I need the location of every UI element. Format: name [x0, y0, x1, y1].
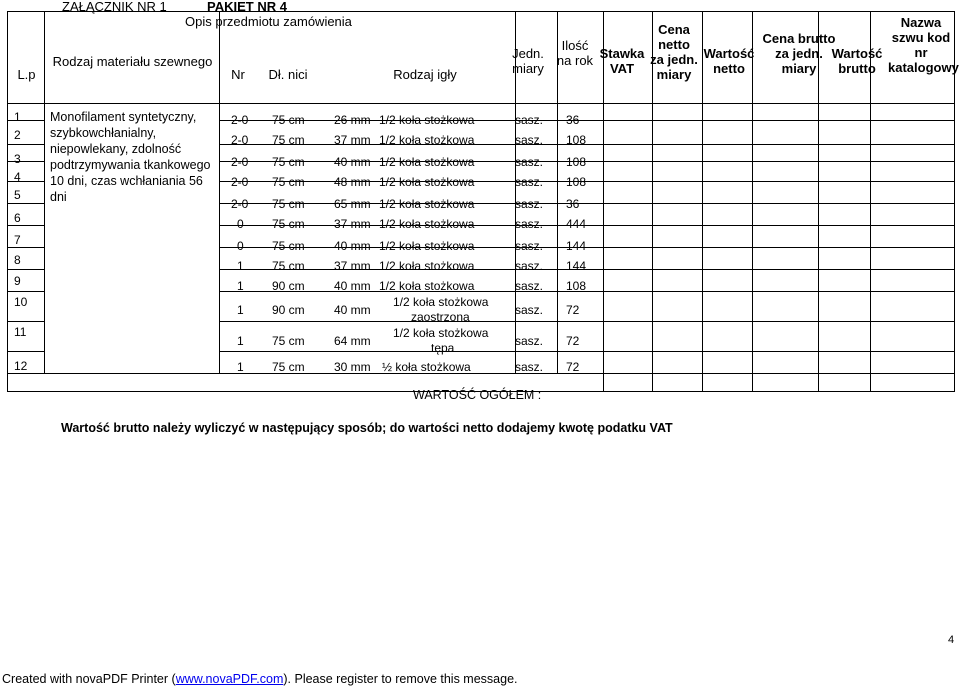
footer-prefix: Created with novaPDF Printer ( [2, 672, 176, 686]
row-nr: 1 [237, 259, 244, 273]
row-needle-size: 40 mm [334, 279, 371, 293]
row-lp: 2 [14, 128, 21, 142]
page-number: 4 [948, 634, 955, 646]
row-unit: sasz. [515, 303, 544, 317]
row-nr: 2-0 [231, 133, 249, 147]
row-length: 75 cm [272, 175, 305, 189]
row-lp: 7 [14, 233, 21, 247]
subject-title: Opis przedmiotu zamówienia [185, 14, 352, 29]
row-needle-size: 30 mm [334, 360, 371, 374]
row-length: 75 cm [272, 360, 305, 374]
row-qty: 144 [566, 239, 587, 253]
row-unit: sasz. [515, 133, 544, 147]
row-nr: 2-0 [231, 155, 249, 169]
row-lp: 10 [14, 295, 28, 309]
row-needle-size: 64 mm [334, 334, 371, 348]
row-length: 75 cm [272, 334, 305, 348]
row-lp: 3 [14, 152, 21, 166]
row-needle-type: 1/2 koła stożkowa [379, 175, 475, 189]
row-length: 75 cm [272, 217, 305, 231]
header-gross-unit: Cena brutto za jedn. miary [762, 31, 836, 76]
row-unit: sasz. [515, 197, 544, 211]
row-nr: 0 [237, 239, 244, 253]
row-qty: 108 [566, 279, 587, 293]
row-needle-size: 37 mm [334, 133, 371, 147]
row-lp: 8 [14, 253, 21, 267]
row-nr: 2-0 [231, 175, 249, 189]
footer-suffix: ). Please register to remove this message. [283, 672, 518, 686]
header-unit: Jedn. miary [512, 46, 544, 76]
row-needle-type: zaostrzona [411, 310, 470, 324]
row-needle-size: 26 mm [334, 113, 371, 127]
table-row [8, 204, 955, 226]
row-needle-size: 40 mm [334, 239, 371, 253]
header-nr: Nr [231, 67, 245, 82]
row-lp: 9 [14, 274, 21, 288]
row-needle-type: 1/2 koła stożkowa [379, 133, 475, 147]
row-needle-type: 1/2 koła stożkowa [379, 259, 475, 273]
row-needle-size: 40 mm [334, 303, 371, 317]
row-length: 75 cm [272, 113, 305, 127]
material-description: Monofilament syntetyczny, szybkowchłanialny, niepowlekany, zdolność podtrzymywania tkankowego 10 dni, czas wchłaniania 56 dni [50, 110, 211, 204]
row-needle-type: 1/2 koła stożkowa [379, 279, 475, 293]
row-nr: 0 [237, 217, 244, 231]
row-qty: 444 [566, 217, 587, 231]
table-row [8, 270, 955, 292]
row-nr: 1 [237, 303, 244, 317]
header-needle: Rodzaj igły [393, 67, 457, 82]
row-lp: 6 [14, 211, 21, 225]
footer-link[interactable]: www.novaPDF.com [175, 672, 284, 686]
row-needle-type: 1/2 koła stożkowa [379, 239, 475, 253]
row-qty: 144 [566, 259, 587, 273]
row-lp: 5 [14, 188, 21, 202]
row-length: 90 cm [272, 279, 305, 293]
header-vat: Stawka VAT [599, 46, 645, 76]
header-qty: Ilość na rok [556, 38, 594, 68]
row-length: 75 cm [272, 259, 305, 273]
header-catalog: Nazwa szwu kod nr katalogowy [888, 15, 959, 75]
row-nr: 1 [237, 360, 244, 374]
row-qty: 72 [566, 303, 580, 317]
row-qty: 72 [566, 360, 580, 374]
row-needle-size: 65 mm [334, 197, 371, 211]
row-needle-size: 40 mm [334, 155, 371, 169]
row-needle-type: 1/2 koła stożkowa [379, 197, 475, 211]
row-length: 90 cm [272, 303, 305, 317]
header-net-unit: Cena netto za jedn. miary [650, 22, 698, 82]
package-title: PAKIET NR 4 [207, 0, 287, 14]
row-length: 75 cm [272, 239, 305, 253]
row-lp: 11 [14, 325, 27, 339]
row-needle-type: 1/2 koła stożkowa [379, 113, 475, 127]
row-needle-type: 1/2 koła stożkowa [393, 295, 489, 309]
row-unit: sasz. [515, 334, 544, 348]
row-length: 75 cm [272, 133, 305, 147]
annex-title: ZAŁĄCZNIK NR 1 [62, 0, 167, 14]
row-unit: sasz. [515, 239, 544, 253]
footer-note [2, 672, 518, 686]
table-row [8, 226, 955, 248]
header-material: Rodzaj materiału szewnego [52, 54, 213, 69]
row-qty: 36 [566, 197, 580, 211]
row-unit: sasz. [515, 113, 544, 127]
row-needle-size: 48 mm [334, 175, 371, 189]
row-qty: 108 [566, 175, 587, 189]
header-net-value: Wartość netto [703, 46, 755, 76]
row-needle-size: 37 mm [334, 217, 371, 231]
row-unit: sasz. [515, 217, 544, 231]
row-nr: 2-0 [231, 113, 249, 127]
row-needle-type: ½ koła stożkowa [382, 360, 471, 374]
row-unit: sasz. [515, 279, 544, 293]
row-nr: 1 [237, 279, 244, 293]
note-text: Wartość brutto należy wyliczyć w następujący sposób; do wartości netto dodajemy kwotę podatku VAT [61, 421, 673, 435]
row-qty: 36 [566, 113, 580, 127]
row-unit: sasz. [515, 155, 544, 169]
row-needle-size: 37 mm [334, 259, 371, 273]
row-qty: 72 [566, 334, 580, 348]
row-nr: 1 [237, 334, 244, 348]
row-lp: 12 [14, 359, 28, 373]
row-needle-type: 1/2 koła stożkowa [393, 326, 489, 340]
row-unit: sasz. [515, 259, 544, 273]
row-lp: 1 [14, 110, 21, 124]
row-needle-type: 1/2 koła stożkowa [379, 217, 475, 231]
row-lp: 4 [14, 170, 21, 184]
row-qty: 108 [566, 133, 587, 147]
row-nr: 2-0 [231, 197, 249, 211]
row-unit: sasz. [515, 175, 544, 189]
table-row [8, 352, 955, 374]
table-row [8, 248, 955, 270]
row-needle-type: tępa [431, 341, 455, 355]
row-length: 75 cm [272, 155, 305, 169]
row-unit: sasz. [515, 360, 544, 374]
row-length: 75 cm [272, 197, 305, 211]
row-needle-type: 1/2 koła stożkowa [379, 155, 475, 169]
header-lp: L.p [17, 67, 36, 82]
total-label: WARTOŚĆ OGÓŁEM : [413, 388, 542, 402]
row-qty: 108 [566, 155, 587, 169]
header-length: Dł. nici [268, 67, 308, 82]
header-gross-value: Wartość brutto [831, 46, 883, 76]
